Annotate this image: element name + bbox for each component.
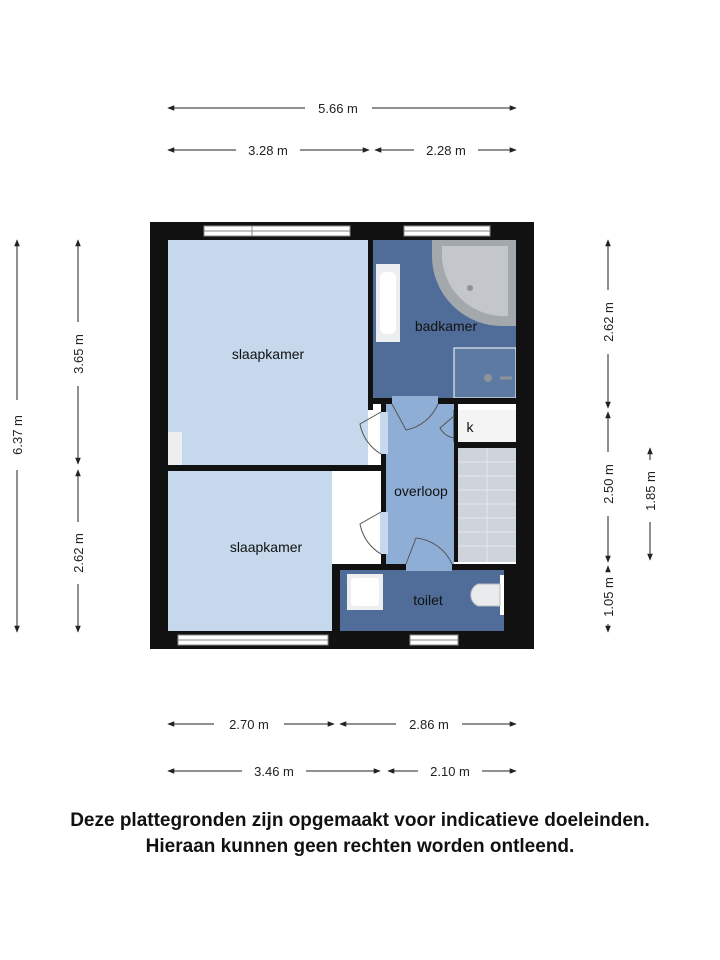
dim-bottom-row1-left: 2.70 m — [229, 717, 269, 732]
room-label-bathroom: badkamer — [414, 318, 478, 334]
disclaimer-line-1: Deze plattegronden zijn opgemaakt voor indicatieve doeleinden. — [70, 810, 650, 831]
disclaimer-line-2: Hieraan kunnen geen rechten worden ontleend. — [145, 836, 575, 857]
dim-right-lower: 1.05 m — [601, 577, 616, 617]
dim-top-total: 5.66 m — [318, 101, 358, 116]
room-label-closet: k — [466, 419, 474, 435]
shower-drain — [484, 374, 492, 382]
bath-drain — [467, 285, 473, 291]
dim-top-left: 3.28 m — [248, 143, 288, 158]
dim-bottom-row2-right: 2.10 m — [430, 764, 470, 779]
room-label-toilet: toilet — [413, 592, 443, 608]
dim-left-lower: 2.62 m — [71, 533, 86, 573]
door-bedroom-bottom — [360, 512, 381, 554]
room-label-bedroom-bottom: slaapkamer — [229, 539, 303, 555]
dim-right-upper: 2.62 m — [601, 302, 616, 342]
toilet-bowl — [471, 584, 500, 606]
dim-bottom-row1-right: 2.86 m — [409, 717, 449, 732]
dim-top-right: 2.28 m — [426, 143, 466, 158]
dim-bottom-row2-left: 3.46 m — [254, 764, 294, 779]
bedroom-closet — [168, 432, 182, 465]
dim-right-middle: 2.50 m — [601, 464, 616, 504]
room-label-landing: overloop — [394, 483, 448, 499]
dim-left-total: 6.37 m — [10, 415, 25, 455]
room-label-bedroom-top: slaapkamer — [231, 346, 305, 362]
shower — [454, 348, 516, 398]
dim-right-stair: 1.85 m — [643, 471, 658, 511]
dim-left-upper: 3.65 m — [71, 334, 86, 374]
